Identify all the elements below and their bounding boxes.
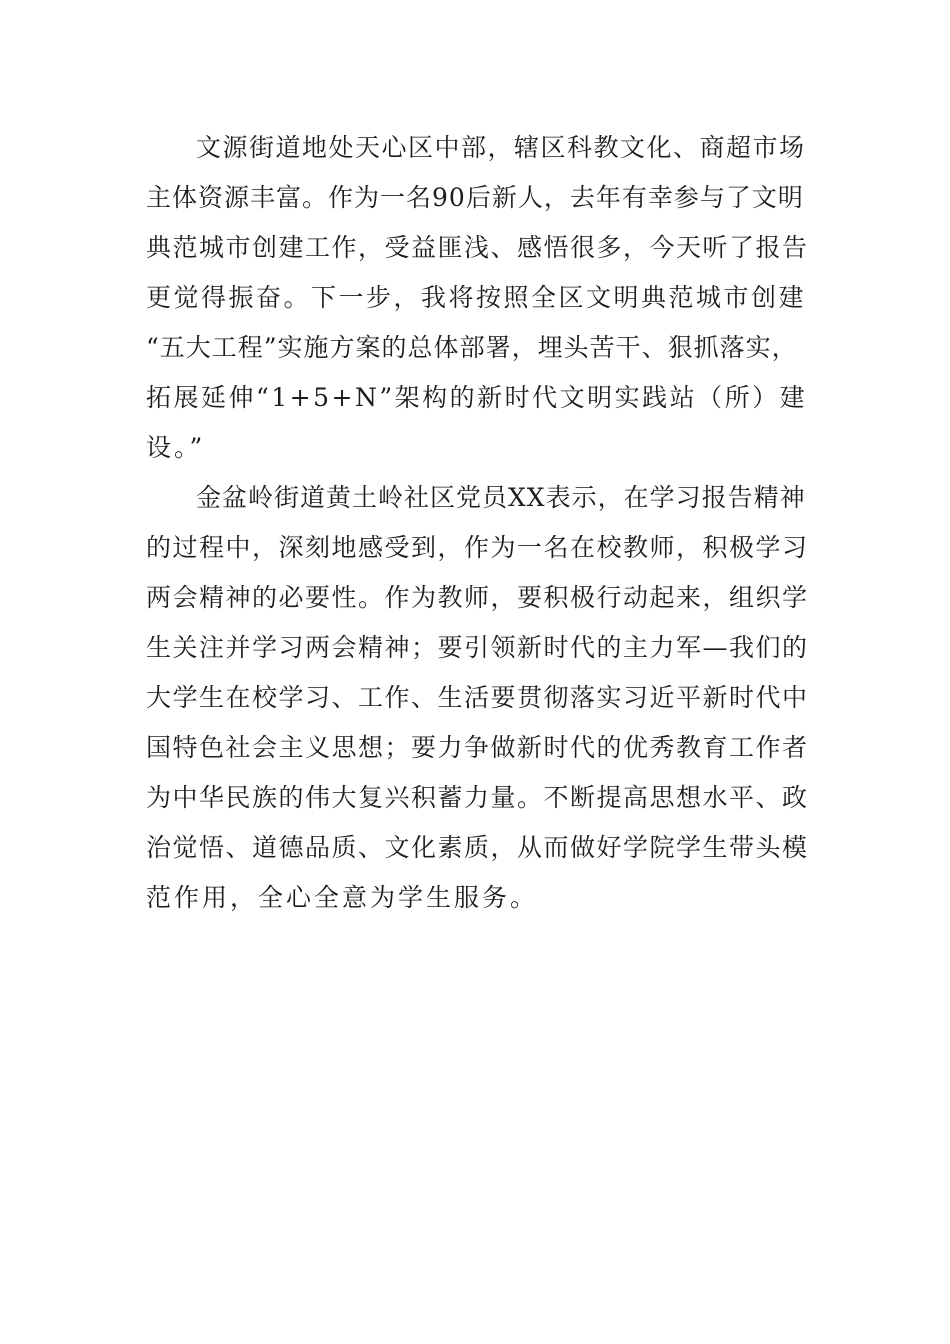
- paragraph-2-line-8: 治觉悟、道德品质、文化素质，从而做好学院学生带头模: [146, 833, 809, 862]
- paragraph-2-line-4: 生关注并学习两会精神；要引领新时代的主力军—我们的: [146, 633, 809, 662]
- paragraph-2-line-1: 金盆岭街道黄土岭社区党员XX表示，在学习报告精神: [196, 483, 806, 512]
- paragraph-1-line-6: 拓展延伸“1+5+N”架构的新时代文明实践站（所）建: [146, 383, 808, 412]
- paragraph-1-line-4: 更觉得振奋。下一步，我将按照全区文明典范城市创建: [146, 283, 807, 312]
- paragraph-1-line-2: 主体资源丰富。作为一名90后新人，去年有幸参与了文明: [146, 183, 804, 212]
- paragraph-2-line-3: 两会精神的必要性。作为教师，要积极行动起来，组织学: [146, 583, 809, 612]
- paragraph-2-line-5: 大学生在校学习、工作、生活要贯彻落实习近平新时代中: [146, 683, 809, 712]
- paragraph-1-line-5: “五大工程”实施方案的总体部署，埋头苦干、狠抓落实，: [146, 333, 798, 362]
- paragraph-2-line-9: 范作用，全心全意为学生服务。: [146, 883, 539, 912]
- paragraph-1-line-7: 设。”: [146, 433, 206, 462]
- paragraph-1-line-1: 文源街道地处天心区中部，辖区科教文化、商超市场: [196, 133, 806, 162]
- paragraph-1-line-3: 典范城市创建工作，受益匪浅、感悟很多，今天听了报告: [146, 233, 809, 262]
- paragraph-2-line-6: 国特色社会主义思想；要力争做新时代的优秀教育工作者: [146, 733, 809, 762]
- paragraph-2-line-7: 为中华民族的伟大复兴积蓄力量。不断提高思想水平、政: [146, 783, 809, 812]
- paragraph-2-line-2: 的过程中，深刻地感受到，作为一名在校教师，积极学习: [146, 533, 809, 562]
